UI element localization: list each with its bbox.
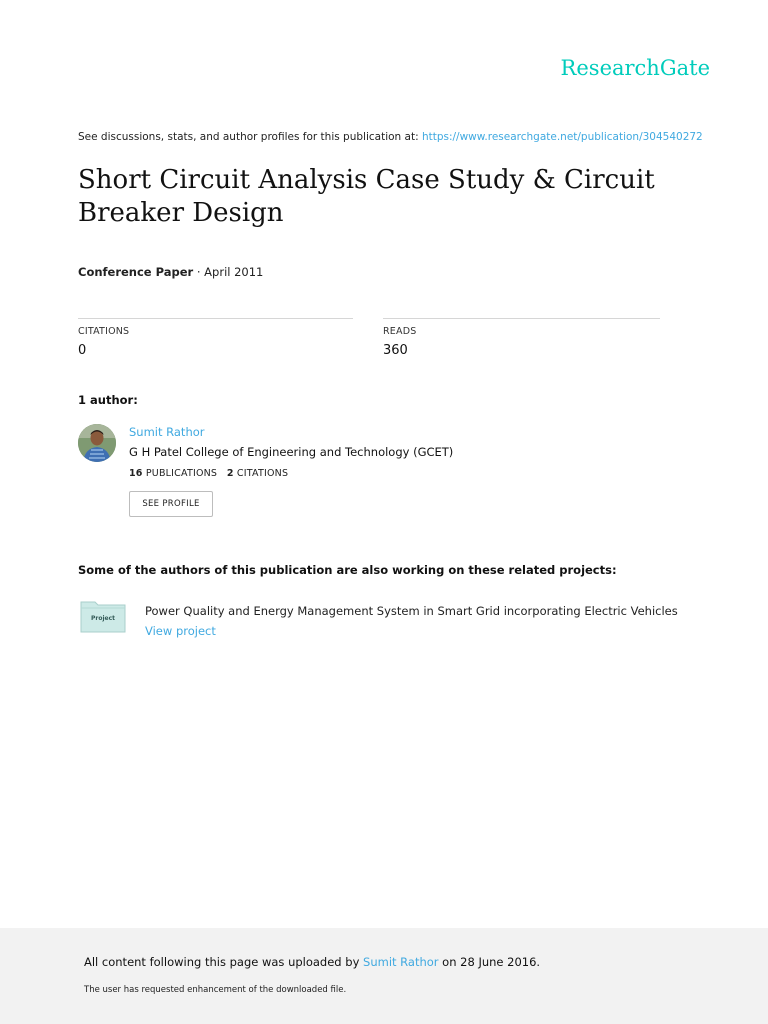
researchgate-logo[interactable]: ResearchGate — [560, 56, 710, 80]
authors-heading: 1 author: — [78, 393, 138, 407]
citations-divider — [78, 318, 353, 319]
view-project-link[interactable]: View project — [145, 624, 216, 638]
citations-label: CITATIONS — [78, 326, 130, 337]
author-citations-count: 2 — [226, 468, 234, 479]
reads-label: READS — [383, 326, 417, 337]
author-institution: G H Patel College of Engineering and Technology (GCET) — [129, 445, 454, 459]
reads-divider — [383, 318, 660, 319]
enhancement-note: The user has requested enhancement of the downloaded file. — [84, 985, 347, 995]
author-publications-count: 16 — [129, 468, 143, 479]
uploader-link[interactable]: Sumit Rathor — [363, 955, 439, 969]
author-name-link[interactable]: Sumit Rathor — [129, 425, 205, 439]
author-publications-label: PUBLICATIONS — [145, 468, 218, 479]
author-stats — [129, 468, 288, 479]
reads-value: 360 — [383, 343, 408, 358]
project-title: Power Quality and Energy Management System in Smart Grid incorporating Electric Vehicles — [145, 604, 678, 618]
discussion-notice — [78, 131, 703, 143]
publication-type: Conference Paper — [78, 265, 194, 279]
upload-notice — [84, 955, 540, 969]
project-icon-label: Project — [90, 615, 116, 622]
author-photo-icon — [78, 424, 116, 462]
related-projects-heading: Some of the authors of this publication are also working on these related projects: — [78, 563, 617, 577]
publication-date: April 2011 — [204, 265, 264, 279]
author-avatar[interactable] — [78, 424, 116, 462]
upload-notice-prefix: All content following this page was uploaded by — [84, 955, 364, 969]
related-project-item — [145, 601, 685, 641]
citations-value: 0 — [78, 343, 87, 358]
publication-url-link[interactable]: https://www.researchgate.net/publication/304540272 — [421, 131, 703, 143]
publication-meta — [78, 265, 263, 279]
author-citations-label: CITATIONS — [236, 468, 289, 479]
discussion-notice-text: See discussions, stats, and author profiles for this publication at: — [78, 131, 422, 143]
publication-title: Short Circuit Analysis Case Study & Circuit Breaker Design — [78, 165, 655, 228]
upload-footer — [0, 928, 768, 1024]
upload-notice-suffix: on 28 June 2016. — [438, 955, 541, 969]
see-profile-button[interactable]: SEE PROFILE — [129, 491, 213, 517]
meta-separator: · — [193, 265, 205, 279]
project-folder-icon[interactable] — [80, 599, 126, 633]
